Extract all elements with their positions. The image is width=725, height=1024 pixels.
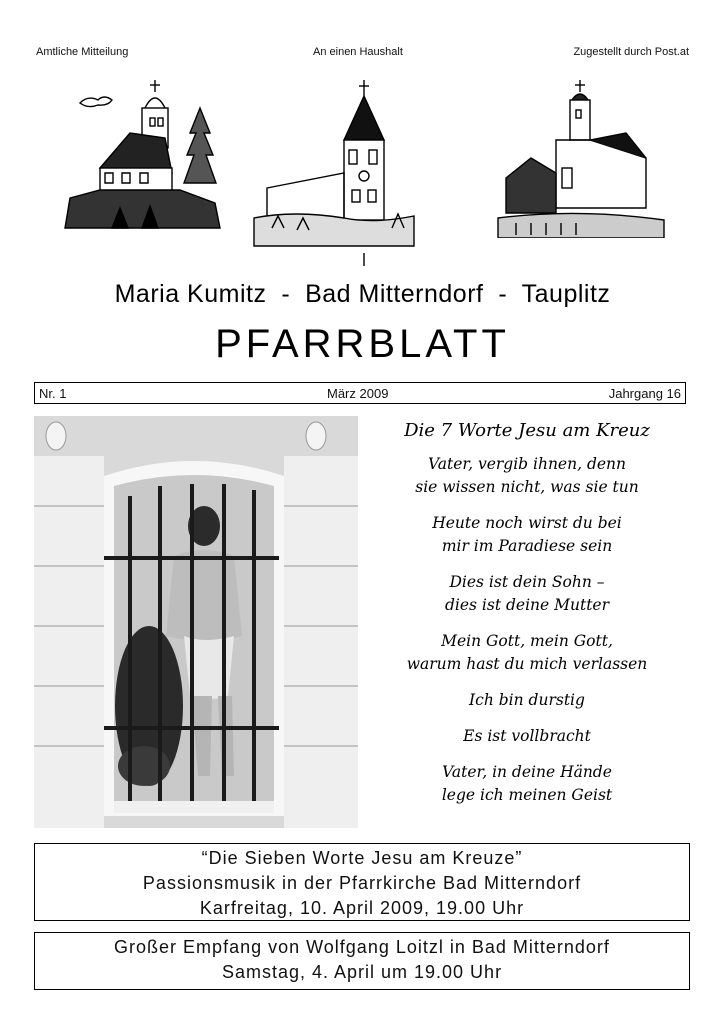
poem-line: sie wissen nicht, was sie tun [415,478,639,496]
poem-word [362,689,692,712]
announcement-title: Großer Empfang von Wolfgang Loitzl in Bad Mitterndorf [114,937,610,957]
reception-announcement [34,932,690,990]
issue-bar [34,382,686,404]
issue-volume: Jahrgang 16 [608,386,681,401]
seven-words-poem [362,420,692,820]
poem-line: Dies ist dein Sohn – [449,573,605,591]
poem-word [362,512,692,558]
poem-line: Vater, in deine Hände [442,763,612,781]
parish-places: Maria Kumitz - Bad Mitterndorf - Tauplitz [114,280,611,308]
issue-number: Nr. 1 [39,386,67,401]
poem-line: Heute noch wirst du bei [432,514,622,532]
household-label: An einen Haushalt [313,46,403,58]
church-sketch-tauplitz [496,78,666,238]
announcement-title: “Die Sieben Worte Jesu am Kreuze” [201,848,523,868]
announcement-date: Samstag, 4. April um 19.00 Uhr [221,962,503,982]
postal-delivery-label: Zugestellt durch Post.at [573,46,689,58]
poem-line: warum hast du mich verlassen [406,655,648,673]
church-sketch-maria-kumitz [60,78,225,238]
announcement-subtitle: Passionsmusik in der Pfarrkirche Bad Mitterndorf [142,873,582,893]
poem-line: Mein Gott, mein Gott, [441,632,613,650]
poem-word [362,725,692,748]
shrine-photo [34,416,358,828]
poem-line: mir im Paradiese sein [441,537,613,555]
poem-word [362,630,692,676]
poem-line: lege ich meinen Geist [441,786,613,804]
poem-title: Die 7 Worte Jesu am Kreuz [404,420,650,441]
poem-line: Es ist vollbracht [463,727,591,745]
masthead-title: PFARRBLATT [215,322,510,366]
poem-word [362,761,692,807]
announcement-date: Karfreitag, 10. April 2009, 19.00 Uhr [199,898,525,918]
poem-word [362,571,692,617]
poem-line: Vater, vergib ihnen, denn [427,455,627,473]
issue-date: März 2009 [327,386,389,401]
poem-word [362,453,692,499]
passion-music-announcement [34,843,690,921]
poem-line: dies ist deine Mutter [444,596,610,614]
church-sketch-bad-mitterndorf [252,78,417,268]
poem-line: Ich bin durstig [469,691,585,709]
official-notice-label: Amtliche Mitteilung [36,46,129,58]
